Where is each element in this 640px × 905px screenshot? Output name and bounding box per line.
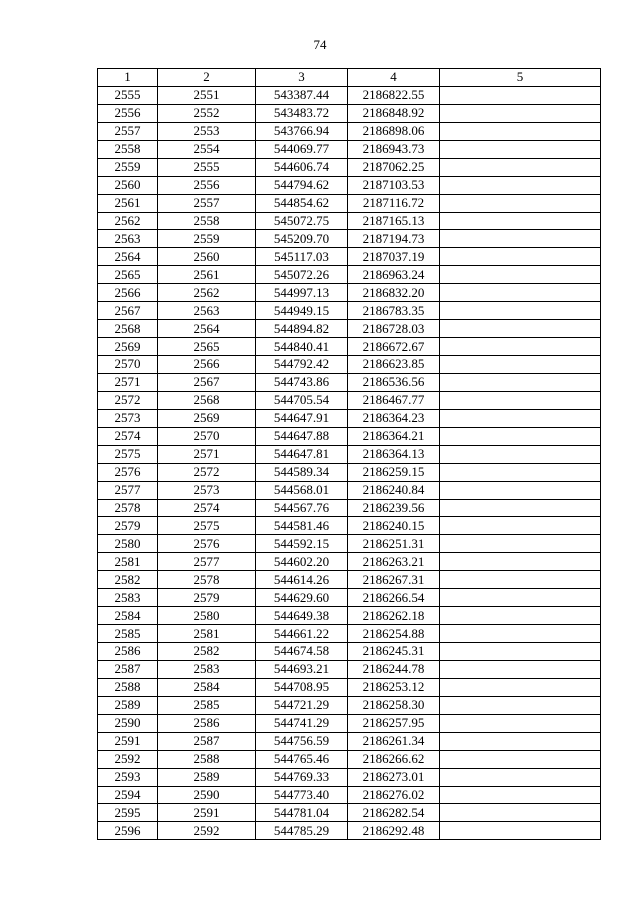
cell-col-4: 2186253.12	[348, 678, 440, 696]
table-row	[98, 122, 601, 140]
cell-col-2: 2591	[158, 804, 256, 822]
cell-col-1: 2558	[98, 140, 158, 158]
cell-col-2: 2592	[158, 822, 256, 840]
cell-col-4: 2186282.54	[348, 804, 440, 822]
cell-col-5	[440, 86, 601, 104]
cell-col-5	[440, 391, 601, 409]
cell-col-4: 2186273.01	[348, 768, 440, 786]
coordinates-table	[97, 68, 601, 840]
cell-col-4: 2186943.73	[348, 140, 440, 158]
cell-col-5	[440, 230, 601, 248]
cell-col-5	[440, 517, 601, 535]
cell-col-4: 2186266.54	[348, 589, 440, 607]
cell-col-5	[440, 194, 601, 212]
table-row	[98, 158, 601, 176]
table-row	[98, 625, 601, 643]
cell-col-5	[440, 625, 601, 643]
cell-col-1: 2595	[98, 804, 158, 822]
table-row	[98, 391, 601, 409]
cell-col-4: 2187116.72	[348, 194, 440, 212]
cell-col-2: 2566	[158, 356, 256, 374]
table-row	[98, 696, 601, 714]
cell-col-5	[440, 284, 601, 302]
cell-col-1: 2555	[98, 86, 158, 104]
cell-col-3: 544629.60	[256, 589, 348, 607]
cell-col-1: 2572	[98, 391, 158, 409]
cell-col-5	[440, 822, 601, 840]
cell-col-4: 2186364.23	[348, 409, 440, 427]
cell-col-2: 2563	[158, 302, 256, 320]
table-row	[98, 409, 601, 427]
cell-col-5	[440, 589, 601, 607]
cell-col-4: 2186467.77	[348, 391, 440, 409]
table-row	[98, 248, 601, 266]
cell-col-4: 2186258.30	[348, 696, 440, 714]
cell-col-4: 2186832.20	[348, 284, 440, 302]
page-number: 74	[313, 37, 327, 52]
cell-col-3: 544705.54	[256, 391, 348, 409]
cell-col-3: 544997.13	[256, 284, 348, 302]
cell-col-3: 544792.42	[256, 356, 348, 374]
cell-col-4: 2186848.92	[348, 104, 440, 122]
cell-col-2: 2574	[158, 499, 256, 517]
cell-col-3: 544589.34	[256, 463, 348, 481]
cell-col-4: 2186267.31	[348, 571, 440, 589]
cell-col-3: 544568.01	[256, 481, 348, 499]
table-row	[98, 320, 601, 338]
cell-col-1: 2575	[98, 445, 158, 463]
cell-col-2: 2577	[158, 553, 256, 571]
cell-col-5	[440, 750, 601, 768]
cell-col-2: 2564	[158, 320, 256, 338]
cell-col-1: 2588	[98, 678, 158, 696]
table-row	[98, 176, 601, 194]
cell-col-3: 545072.75	[256, 212, 348, 230]
cell-col-3: 544606.74	[256, 158, 348, 176]
cell-col-2: 2572	[158, 463, 256, 481]
cell-col-3: 544567.76	[256, 499, 348, 517]
table-row	[98, 373, 601, 391]
cell-col-2: 2567	[158, 373, 256, 391]
cell-col-3: 545209.70	[256, 230, 348, 248]
cell-col-3: 544647.81	[256, 445, 348, 463]
cell-col-1: 2560	[98, 176, 158, 194]
cell-col-1: 2562	[98, 212, 158, 230]
cell-col-1: 2556	[98, 104, 158, 122]
cell-col-1: 2585	[98, 625, 158, 643]
table-row	[98, 86, 601, 104]
cell-col-5	[440, 266, 601, 284]
cell-col-5	[440, 481, 601, 499]
cell-col-2: 2582	[158, 643, 256, 661]
table-row	[98, 338, 601, 356]
cell-col-3: 544743.86	[256, 373, 348, 391]
cell-col-4: 2186263.21	[348, 553, 440, 571]
cell-col-4: 2186536.56	[348, 373, 440, 391]
cell-col-1: 2570	[98, 356, 158, 374]
table-row	[98, 481, 601, 499]
cell-col-3: 545117.03	[256, 248, 348, 266]
cell-col-5	[440, 463, 601, 481]
cell-col-1: 2586	[98, 643, 158, 661]
cell-col-4: 2186240.84	[348, 481, 440, 499]
cell-col-5	[440, 553, 601, 571]
cell-col-3: 544854.62	[256, 194, 348, 212]
cell-col-2: 2588	[158, 750, 256, 768]
table-row	[98, 284, 601, 302]
cell-col-5	[440, 643, 601, 661]
cell-col-5	[440, 158, 601, 176]
cell-col-4: 2186364.13	[348, 445, 440, 463]
cell-col-2: 2589	[158, 768, 256, 786]
cell-col-5	[440, 176, 601, 194]
cell-col-5	[440, 427, 601, 445]
cell-col-5	[440, 140, 601, 158]
cell-col-2: 2557	[158, 194, 256, 212]
cell-col-1: 2584	[98, 607, 158, 625]
cell-col-3: 544785.29	[256, 822, 348, 840]
cell-col-4: 2187103.53	[348, 176, 440, 194]
cell-col-1: 2573	[98, 409, 158, 427]
cell-col-2: 2575	[158, 517, 256, 535]
table-header-row	[98, 69, 601, 87]
cell-col-2: 2579	[158, 589, 256, 607]
cell-col-2: 2559	[158, 230, 256, 248]
table-row	[98, 463, 601, 481]
cell-col-5	[440, 212, 601, 230]
cell-col-1: 2574	[98, 427, 158, 445]
cell-col-2: 2562	[158, 284, 256, 302]
table-row	[98, 535, 601, 553]
cell-col-2: 2580	[158, 607, 256, 625]
cell-col-5	[440, 499, 601, 517]
cell-col-4: 2186240.15	[348, 517, 440, 535]
table-row	[98, 266, 601, 284]
cell-col-3: 544602.20	[256, 553, 348, 571]
cell-col-3: 544581.46	[256, 517, 348, 535]
table-row	[98, 804, 601, 822]
cell-col-3: 544781.04	[256, 804, 348, 822]
table-body	[98, 86, 601, 839]
column-header-3: 3	[256, 69, 348, 87]
cell-col-1: 2557	[98, 122, 158, 140]
cell-col-2: 2571	[158, 445, 256, 463]
cell-col-4: 2186728.03	[348, 320, 440, 338]
table-row	[98, 104, 601, 122]
cell-col-2: 2570	[158, 427, 256, 445]
cell-col-4: 2186364.21	[348, 427, 440, 445]
table-row	[98, 571, 601, 589]
column-header-5: 5	[440, 69, 601, 87]
cell-col-1: 2571	[98, 373, 158, 391]
table-row	[98, 822, 601, 840]
cell-col-3: 544647.88	[256, 427, 348, 445]
cell-col-1: 2564	[98, 248, 158, 266]
cell-col-5	[440, 445, 601, 463]
cell-col-2: 2590	[158, 786, 256, 804]
cell-col-2: 2553	[158, 122, 256, 140]
column-header-1: 1	[98, 69, 158, 87]
table-row	[98, 607, 601, 625]
cell-col-3: 543387.44	[256, 86, 348, 104]
cell-col-1: 2577	[98, 481, 158, 499]
cell-col-1: 2581	[98, 553, 158, 571]
cell-col-5	[440, 678, 601, 696]
table-row	[98, 230, 601, 248]
table-row	[98, 499, 601, 517]
cell-col-4: 2186783.35	[348, 302, 440, 320]
cell-col-1: 2578	[98, 499, 158, 517]
cell-col-4: 2186244.78	[348, 660, 440, 678]
cell-col-3: 544674.58	[256, 643, 348, 661]
cell-col-3: 544769.33	[256, 768, 348, 786]
cell-col-5	[440, 356, 601, 374]
cell-col-2: 2561	[158, 266, 256, 284]
cell-col-1: 2580	[98, 535, 158, 553]
cell-col-2: 2552	[158, 104, 256, 122]
cell-col-5	[440, 732, 601, 750]
cell-col-1: 2591	[98, 732, 158, 750]
cell-col-1: 2576	[98, 463, 158, 481]
cell-col-1: 2561	[98, 194, 158, 212]
table-row	[98, 356, 601, 374]
table-row	[98, 445, 601, 463]
cell-col-5	[440, 373, 601, 391]
cell-col-3: 544614.26	[256, 571, 348, 589]
table-row	[98, 714, 601, 732]
cell-col-3: 543766.94	[256, 122, 348, 140]
cell-col-1: 2583	[98, 589, 158, 607]
cell-col-1: 2587	[98, 660, 158, 678]
cell-col-2: 2584	[158, 678, 256, 696]
cell-col-1: 2596	[98, 822, 158, 840]
cell-col-1: 2593	[98, 768, 158, 786]
cell-col-3: 544756.59	[256, 732, 348, 750]
cell-col-3: 544949.15	[256, 302, 348, 320]
cell-col-4: 2186239.56	[348, 499, 440, 517]
cell-col-5	[440, 409, 601, 427]
cell-col-4: 2186261.34	[348, 732, 440, 750]
cell-col-2: 2555	[158, 158, 256, 176]
table-row	[98, 553, 601, 571]
cell-col-5	[440, 122, 601, 140]
cell-col-5	[440, 660, 601, 678]
cell-col-4: 2186262.18	[348, 607, 440, 625]
cell-col-1: 2582	[98, 571, 158, 589]
table-row	[98, 427, 601, 445]
cell-col-2: 2560	[158, 248, 256, 266]
cell-col-2: 2578	[158, 571, 256, 589]
cell-col-3: 544661.22	[256, 625, 348, 643]
cell-col-4: 2186822.55	[348, 86, 440, 104]
cell-col-5	[440, 768, 601, 786]
column-header-2: 2	[158, 69, 256, 87]
cell-col-3: 544840.41	[256, 338, 348, 356]
cell-col-1: 2559	[98, 158, 158, 176]
cell-col-2: 2581	[158, 625, 256, 643]
cell-col-4: 2186276.02	[348, 786, 440, 804]
cell-col-4: 2186672.67	[348, 338, 440, 356]
cell-col-4: 2186254.88	[348, 625, 440, 643]
cell-col-3: 544592.15	[256, 535, 348, 553]
cell-col-3: 544741.29	[256, 714, 348, 732]
cell-col-1: 2568	[98, 320, 158, 338]
cell-col-1: 2594	[98, 786, 158, 804]
cell-col-4: 2187194.73	[348, 230, 440, 248]
table-row	[98, 660, 601, 678]
cell-col-2: 2569	[158, 409, 256, 427]
cell-col-3: 544773.40	[256, 786, 348, 804]
cell-col-4: 2186292.48	[348, 822, 440, 840]
cell-col-5	[440, 302, 601, 320]
table-row	[98, 786, 601, 804]
cell-col-4: 2187062.25	[348, 158, 440, 176]
table-row	[98, 212, 601, 230]
cell-col-4: 2186251.31	[348, 535, 440, 553]
cell-col-3: 544721.29	[256, 696, 348, 714]
cell-col-2: 2558	[158, 212, 256, 230]
cell-col-3: 543483.72	[256, 104, 348, 122]
table-row	[98, 302, 601, 320]
cell-col-5	[440, 714, 601, 732]
cell-col-4: 2186266.62	[348, 750, 440, 768]
cell-col-1: 2565	[98, 266, 158, 284]
cell-col-2: 2554	[158, 140, 256, 158]
cell-col-1: 2590	[98, 714, 158, 732]
cell-col-1: 2579	[98, 517, 158, 535]
cell-col-3: 544794.62	[256, 176, 348, 194]
cell-col-2: 2565	[158, 338, 256, 356]
cell-col-4: 2186245.31	[348, 643, 440, 661]
cell-col-1: 2592	[98, 750, 158, 768]
cell-col-5	[440, 607, 601, 625]
cell-col-2: 2585	[158, 696, 256, 714]
cell-col-2: 2587	[158, 732, 256, 750]
cell-col-2: 2583	[158, 660, 256, 678]
cell-col-4: 2186259.15	[348, 463, 440, 481]
table-row	[98, 732, 601, 750]
cell-col-1: 2589	[98, 696, 158, 714]
cell-col-3: 544649.38	[256, 607, 348, 625]
column-header-4: 4	[348, 69, 440, 87]
cell-col-2: 2573	[158, 481, 256, 499]
cell-col-4: 2186963.24	[348, 266, 440, 284]
cell-col-5	[440, 571, 601, 589]
cell-col-3: 544647.91	[256, 409, 348, 427]
cell-col-1: 2566	[98, 284, 158, 302]
table-row	[98, 194, 601, 212]
cell-col-5	[440, 338, 601, 356]
cell-col-1: 2569	[98, 338, 158, 356]
cell-col-4: 2186898.06	[348, 122, 440, 140]
cell-col-2: 2568	[158, 391, 256, 409]
table-row	[98, 517, 601, 535]
table-row	[98, 589, 601, 607]
cell-col-1: 2563	[98, 230, 158, 248]
cell-col-4: 2186257.95	[348, 714, 440, 732]
cell-col-3: 545072.26	[256, 266, 348, 284]
cell-col-3: 544708.95	[256, 678, 348, 696]
cell-col-2: 2586	[158, 714, 256, 732]
cell-col-3: 544765.46	[256, 750, 348, 768]
cell-col-4: 2187165.13	[348, 212, 440, 230]
cell-col-4: 2187037.19	[348, 248, 440, 266]
cell-col-5	[440, 104, 601, 122]
cell-col-5	[440, 320, 601, 338]
cell-col-5	[440, 696, 601, 714]
cell-col-5	[440, 535, 601, 553]
table-row	[98, 768, 601, 786]
table-row	[98, 750, 601, 768]
cell-col-2: 2556	[158, 176, 256, 194]
cell-col-5	[440, 786, 601, 804]
table-row	[98, 643, 601, 661]
table-row	[98, 678, 601, 696]
cell-col-5	[440, 248, 601, 266]
cell-col-4: 2186623.85	[348, 356, 440, 374]
table-row	[98, 140, 601, 158]
cell-col-5	[440, 804, 601, 822]
cell-col-3: 544894.82	[256, 320, 348, 338]
cell-col-2: 2551	[158, 86, 256, 104]
cell-col-3: 544069.77	[256, 140, 348, 158]
cell-col-3: 544693.21	[256, 660, 348, 678]
cell-col-2: 2576	[158, 535, 256, 553]
cell-col-1: 2567	[98, 302, 158, 320]
